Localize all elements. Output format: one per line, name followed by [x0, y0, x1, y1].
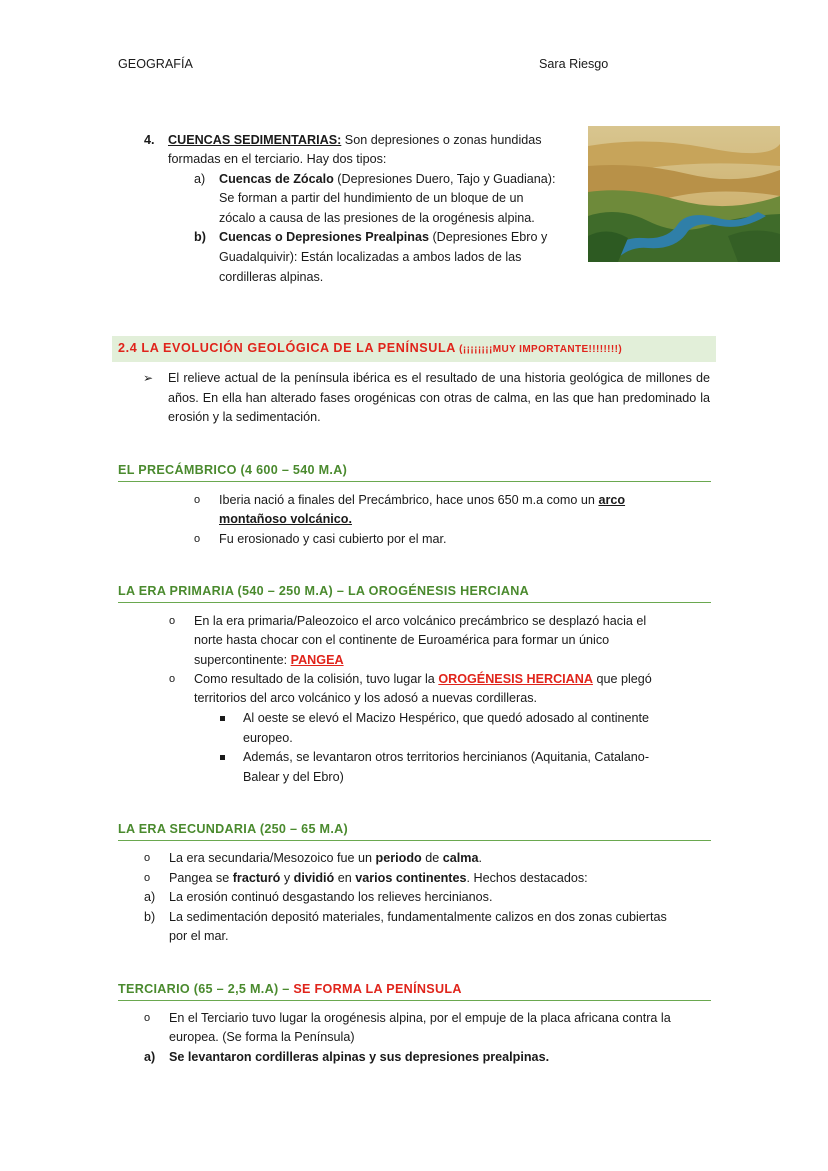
heading-precambrico: EL PRECÁMBRICO (4 600 – 540 M.A) — [118, 463, 711, 482]
primaria-s1-2: europeo. — [243, 731, 293, 745]
cuencas-a-line-1 — [219, 170, 555, 190]
primaria-s2-2: Balear y del Ebro) — [243, 770, 344, 784]
primaria-i2-1b: que plegó — [592, 672, 652, 686]
sec-l1-e: . — [478, 851, 482, 865]
primaria-i1-3 — [194, 651, 344, 671]
sec-l2-f: varios continentes — [355, 871, 467, 885]
sec-l2-e: en — [334, 871, 356, 885]
pangea-term: PANGEA — [290, 653, 344, 667]
primaria-i1-2: norte hasta chocar con el continente de Euroamérica para formar un único — [194, 633, 610, 647]
cuencas-intro-1: Son depresiones o zonas hundidas — [341, 133, 542, 147]
precambrico-item-1a: Iberia nació a finales del Precámbrico, hace unos 650 m.a como un — [219, 493, 599, 507]
cuencas-line-1 — [168, 131, 542, 151]
cuencas-a-bold: Cuencas de Zócalo — [219, 172, 334, 186]
primaria-i2-1 — [194, 670, 652, 690]
heading-secundaria: LA ERA SECUNDARIA (250 – 65 M.A) — [118, 822, 711, 841]
circle-bullet: o — [144, 1012, 151, 1024]
terciario-heading-b: SE FORMA LA PENÍNSULA — [293, 982, 462, 996]
cuencas-line-2: formadas en el terciario. Hay dos tipos: — [168, 152, 387, 166]
terciario-l1-1: En el Terciario tuvo lugar la orogénesis alpina, por el empuje de la placa africana contra la — [169, 1011, 671, 1025]
item-marker-a: a) — [144, 890, 156, 904]
section-title-main: 2.4 LA EVOLUCIÓN GEOLÓGICA DE LA PENÍNSULA — [118, 341, 456, 355]
item-marker-a: a) — [194, 172, 206, 186]
primaria-i1-1: En la era primaria/Paleozoico el arco volcánico precámbrico se desplazó hacia el — [194, 614, 647, 628]
cuencas-b-line-3: cordilleras alpinas. — [219, 270, 324, 284]
cuencas-b-rest: (Depresiones Ebro y — [428, 230, 548, 244]
sec-l2-d: dividió — [293, 871, 335, 885]
circle-bullet: o — [169, 673, 176, 685]
circle-bullet: o — [194, 494, 201, 506]
section-title-small: (¡¡¡¡¡¡¡¡MUY IMPORTANTE!!!!!!!!) — [455, 344, 623, 355]
evolucion-text: El relieve actual de la península ibérica es el resultado de una historia geológica de millones de años. En ella han alterado fases orogénicas con otras de calma, en las que han predominado la erosión y la sedimentación. — [168, 371, 710, 424]
sec-l2-c: y — [280, 871, 294, 885]
square-bullet — [220, 716, 225, 721]
primaria-i1-3a: supercontinente: — [194, 653, 291, 667]
precambrico-item-2: Fu erosionado y casi cubierto por el mar. — [219, 532, 447, 546]
terciario-a: Se levantaron cordilleras alpinas y sus depresiones prealpinas. — [169, 1050, 550, 1064]
item-marker-b: b) — [144, 910, 156, 924]
circle-bullet: o — [144, 872, 151, 884]
primaria-s1-1: Al oeste se elevó el Macizo Hespérico, que quedó adosado al continente — [243, 711, 650, 725]
sec-l2-a: Pangea se — [169, 871, 233, 885]
terciario-l1-2: europea. (Se forma la Península) — [169, 1030, 355, 1044]
landscape-photo — [588, 126, 780, 262]
section-title — [118, 339, 622, 360]
sec-l1-c: de — [421, 851, 443, 865]
cuencas-b-line-1 — [219, 228, 547, 248]
sec-l1-d: calma — [442, 851, 479, 865]
circle-bullet: o — [194, 533, 201, 545]
precambrico-item-1b: arco — [598, 493, 626, 507]
item-marker-b: b) — [194, 230, 206, 244]
heading-primaria: LA ERA PRIMARIA (540 – 250 M.A) – LA OROGÉNESIS HERCIANA — [118, 584, 711, 603]
orogenesis-term: OROGÉNESIS HERCIANA — [438, 672, 593, 686]
sec-l2-b: fracturó — [232, 871, 281, 885]
secundaria-l2 — [169, 869, 588, 889]
secundaria-l1 — [169, 849, 482, 869]
secundaria-b-2: por el mar. — [169, 929, 229, 943]
circle-bullet: o — [144, 852, 151, 864]
header-right: Sara Riesgo — [539, 57, 609, 71]
terciario-heading-a: TERCIARIO (65 – 2,5 M.A) – — [118, 982, 294, 996]
precambrico-item-1c: montañoso volcánico. — [219, 512, 352, 526]
circle-bullet: o — [169, 615, 176, 627]
sec-l1-a: La era secundaria/Mesozoico fue un — [169, 851, 376, 865]
item-marker-a: a) — [144, 1050, 156, 1064]
cuencas-a-line-3: zócalo a causa de las presiones de la orogénesis alpina. — [219, 211, 535, 225]
primaria-i2-2: territorios del arco volcánico y los adosó a nuevas cordilleras. — [194, 691, 537, 705]
sec-l2-g: . Hechos destacados: — [466, 871, 588, 885]
cuencas-a-line-2: Se forman a partir del hundimiento de un bloque de un — [219, 191, 524, 205]
cuencas-title: CUENCAS SEDIMENTARIAS: — [168, 133, 342, 147]
square-bullet — [220, 755, 225, 760]
precambrico-item-1 — [219, 491, 625, 511]
primaria-i2-1a: Como resultado de la colisión, tuvo lugar la — [194, 672, 439, 686]
cuencas-b-bold: Cuencas o Depresiones Prealpinas — [219, 230, 429, 244]
header-left: GEOGRAFÍA — [118, 57, 193, 71]
primaria-s2-1: Además, se levantaron otros territorios hercinianos (Aquitania, Catalano- — [243, 750, 650, 764]
arrow-bullet: ➢ — [143, 371, 154, 385]
list-number: 4. — [144, 133, 155, 147]
sec-l1-b: periodo — [375, 851, 422, 865]
secundaria-b-1: La sedimentación depositó materiales, fundamentalmente calizos en dos zonas cubiertas — [169, 910, 667, 924]
cuencas-b-line-2: Guadalquivir): Están localizadas a ambos lados de las — [219, 250, 522, 264]
secundaria-a: La erosión continuó desgastando los relieves hercinianos. — [169, 890, 493, 904]
cuencas-a-rest: (Depresiones Duero, Tajo y Guadiana): — [333, 172, 556, 186]
heading-terciario — [118, 982, 711, 1001]
